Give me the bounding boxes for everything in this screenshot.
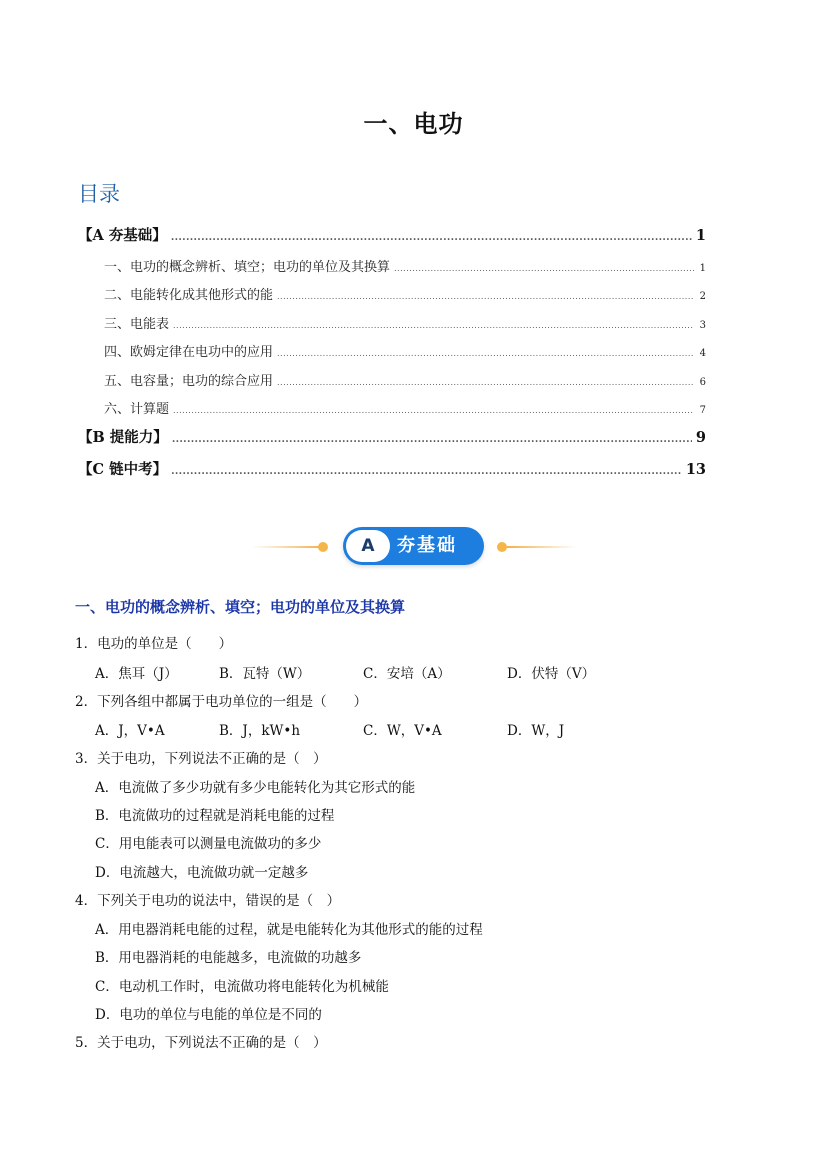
toc-entry-2[interactable] [104, 284, 706, 303]
banner-left-dot [318, 542, 328, 552]
section-banner [0, 526, 827, 566]
toc-leader-dots [171, 227, 692, 244]
option-d[interactable]: D．电流越大，电流做功就一定越多 [95, 865, 309, 881]
banner-left-line [252, 546, 322, 548]
toc-entry-label: 二、电能转化成其他形式的能 [104, 288, 274, 303]
option-a[interactable]: A．用电器消耗电能的过程，就是电能转化为其他形式的能的过程 [95, 922, 483, 938]
toc-entry-label: 【A 夯基础】 [78, 227, 167, 244]
question-1-stem: 1．电功的单位是（ ） [75, 636, 233, 652]
toc-entry-6[interactable] [104, 398, 706, 417]
toc-entry-label: 一、电功的概念辨析、填空；电功的单位及其换算 [104, 260, 391, 275]
option-d[interactable]: D．电功的单位与电能的单位是不同的 [95, 1007, 322, 1023]
toc-entry-page: 13 [685, 461, 706, 478]
banner-letter-badge: A [346, 530, 390, 562]
toc-entry-page: 7 [699, 405, 706, 416]
banner-right-dot [497, 542, 507, 552]
option-b[interactable]: B．电流做功的过程就是消耗电能的过程 [95, 808, 335, 824]
toc-entry-b[interactable] [78, 426, 706, 447]
toc-entry-page: 3 [699, 320, 706, 331]
toc-entry-page: 2 [699, 291, 706, 302]
option-c[interactable]: C．W，V•A [363, 723, 442, 739]
toc-leader-dots [171, 461, 682, 478]
toc-entry-label: 五、电容量；电功的综合应用 [104, 374, 274, 389]
option-c[interactable]: C．用电能表可以测量电流做功的多少 [95, 836, 322, 852]
option-c[interactable]: C．电动机工作时，电流做功将电能转化为机械能 [95, 979, 389, 995]
toc-entry-page: 1 [695, 227, 706, 244]
toc-entry-page: 9 [695, 429, 706, 446]
toc-entry-label: 六、计算题 [104, 402, 170, 417]
toc-entry-a[interactable] [78, 224, 706, 245]
banner-right-line [507, 546, 577, 548]
toc-entry-page: 1 [699, 263, 706, 274]
toc-leader-dots [277, 374, 694, 389]
question-5-stem: 5．关于电功，下列说法不正确的是（ ） [75, 1035, 327, 1051]
toc-leader-dots [173, 402, 694, 417]
option-a[interactable]: A．电流做了多少功就有多少电能转化为其它形式的能 [95, 780, 416, 796]
option-b[interactable]: B．瓦特（W） [219, 666, 311, 682]
option-a[interactable]: A．J，V•A [95, 723, 165, 739]
toc-entry-label: 【C 链中考】 [78, 461, 168, 478]
option-c[interactable]: C．安培（A） [363, 666, 451, 682]
banner-label: 夯基础 [397, 535, 457, 556]
toc-heading: 目录 [78, 182, 120, 206]
toc-leader-dots [277, 288, 694, 303]
toc-entry-3[interactable] [104, 313, 706, 332]
toc-entry-label: 三、电能表 [104, 317, 170, 332]
toc-leader-dots [172, 429, 692, 446]
toc-entry-page: 6 [699, 377, 706, 388]
question-4-stem: 4．下列关于电功的说法中，错误的是（ ） [75, 893, 341, 909]
banner-pill [343, 527, 484, 565]
option-b[interactable]: B．J，kW•h [219, 723, 301, 739]
page-title: 一、电功 [363, 110, 464, 138]
toc-entry-4[interactable] [104, 341, 706, 360]
option-d[interactable]: D．W，J [507, 723, 565, 739]
option-d[interactable]: D．伏特（V） [507, 666, 596, 682]
toc-leader-dots [173, 317, 694, 332]
question-3-stem: 3．关于电功，下列说法不正确的是（ ） [75, 751, 327, 767]
toc-entry-1[interactable] [104, 256, 706, 275]
toc-leader-dots [277, 345, 694, 360]
option-b[interactable]: B．用电器消耗的电能越多，电流做的功越多 [95, 950, 362, 966]
toc-entry-5[interactable] [104, 370, 706, 389]
toc-entry-c[interactable] [78, 458, 706, 479]
section-title: 一、电功的概念辨析、填空；电功的单位及其换算 [75, 598, 406, 616]
toc-entry-label: 四、欧姆定律在电功中的应用 [104, 345, 274, 360]
toc-entry-label: 【B 提能力】 [78, 429, 168, 446]
toc-entry-page: 4 [699, 348, 706, 359]
toc-leader-dots [394, 260, 694, 275]
question-2-stem: 2．下列各组中都属于电功单位的一组是（ ） [75, 694, 368, 710]
option-a[interactable]: A．焦耳（J） [95, 666, 178, 682]
